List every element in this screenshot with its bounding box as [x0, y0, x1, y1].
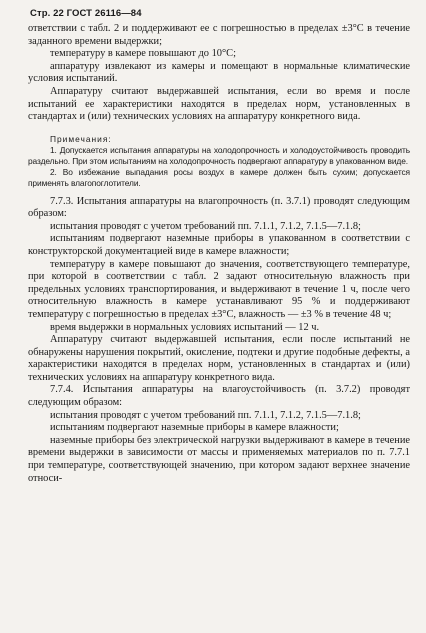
paragraph: испытаниям подвергают наземные приборы в упакованном в соответствии с конструкторской документацией виде в камере влажности;: [28, 233, 410, 257]
paragraph: наземные приборы без электрической нагрузки выдерживают в камере в течение времени выдержки в зависимости от массы и применяемых материалов по п. 7.7.1 при температуре, соответствующей значению, при котором задают верхнее значение относи-: [28, 434, 410, 484]
note-item: 2. Во избежание выпадания росы воздух в камере должен быть сухим; допускается применять влагопоглотители.: [28, 167, 410, 189]
paragraph: испытания проводят с учетом требований пп. 7.1.1, 7.1.2, 7.1.5—7.1.8;: [50, 409, 361, 421]
section-heading: 7.7.4. Испытания аппаратуры на влагоустойчивость (п. 3.7.2) проводят следующим образом:: [28, 384, 410, 409]
note-item: 1. Допускается испытания аппаратуры на холодопрочность и холодоустойчивость проводить раздельно. При этом испытаниям на холодопрочность подвергают аппаратуру в упакованном виде.: [28, 144, 410, 166]
paragraph: аппаратуру извлекают из камеры и помещают в нормальные климатические условия испытаний.: [28, 60, 410, 85]
page-header: Стр. 22 ГОСТ 26116—84: [30, 8, 142, 19]
paragraph: испытания проводят с учетом требований пп. 7.1.1, 7.1.2, 7.1.5—7.1.8;: [50, 220, 361, 232]
paragraph: Аппаратуру считают выдержавшей испытания, если во время и после испытаний ее характеристики находятся в пределах норм, установленных в стандартах и (или) технических условиях на аппаратуру конкретного вида.: [28, 85, 410, 123]
section-heading: 7.7.3. Испытания аппаратуры на влагопрочность (п. 3.7.1) проводят следующим образом:: [28, 195, 410, 220]
notes-title: Примечания:: [50, 133, 112, 144]
paragraph: время выдержки в нормальных условиях испытаний — 12 ч.: [50, 321, 320, 333]
paragraph: ответствии с табл. 2 и поддерживают ее с погрешностью в пределах ±3°С в течение заданного времени выдержки;: [28, 23, 410, 47]
paragraph: Аппаратуру считают выдержавшей испытания, если после испытаний не обнаружены нарушения покрытий, окисление, подтеки и другие подобные дефекты, а характеристики находятся в пределах норм, установленных в стандартах и (или) технических условиях на аппаратуру конкретного вида.: [28, 334, 410, 383]
paragraph: температуру в камере повышают до значения, соответствующего температуре, при которой в соответствии с табл. 2 задают относительную влажность при предельных условиях транспортирования, и выдерживают в течение 1 ч, после чего относительную влажность в камере устанавливают 95 % и поддерживают температуру с погрешностью в пределах ±3°С, влажность — ±3 % в течение 48 ч;: [28, 258, 410, 320]
paragraph: испытаниям подвергают наземные приборы в камере влажности;: [50, 422, 339, 434]
paragraph: температуру в камере повышают до 10°С;: [50, 48, 236, 60]
